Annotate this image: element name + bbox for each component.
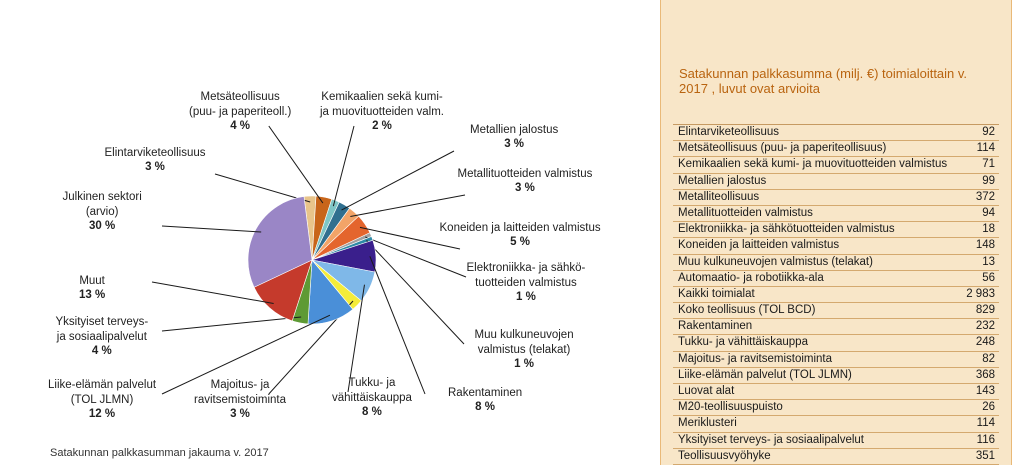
row-name: Elektroniikka- ja sähkötuotteiden valmistus — [678, 223, 895, 236]
table-row — [673, 352, 999, 368]
slice-percent: 2 % — [372, 120, 392, 132]
slice-label-text: (arvio) — [85, 205, 119, 218]
table-row — [673, 174, 999, 190]
table-row — [673, 222, 999, 238]
row-value: 116 — [976, 433, 995, 446]
leader-line — [333, 126, 354, 206]
table-row — [673, 416, 999, 432]
table-row — [673, 271, 999, 287]
slice-percent: 3 % — [515, 182, 535, 194]
row-value: 94 — [982, 206, 995, 219]
slice-label — [79, 274, 105, 303]
leader-line — [162, 226, 261, 232]
table-row — [673, 141, 999, 157]
slice-label-text: Tukku- ja — [348, 377, 396, 389]
row-name: Elintarviketeollisuus — [678, 126, 779, 138]
row-value: 372 — [975, 190, 995, 203]
slice-percent: 8 % — [362, 406, 382, 418]
table-row — [673, 319, 999, 335]
slice-label — [458, 167, 593, 196]
slice-label — [470, 123, 558, 152]
row-name: Meriklusteri — [678, 417, 737, 430]
slice-label-text: Rakentaminen — [448, 386, 523, 399]
slice-label-text: Metallituotteiden valmistus — [457, 167, 593, 180]
slice-label — [105, 146, 206, 175]
row-value: 114 — [976, 142, 995, 155]
slice-label-text: (puu- ja paperiteoll.) — [189, 105, 292, 118]
slice-label-text: Metsäteollisuus — [200, 91, 280, 103]
row-name: Metallituotteiden valmistus — [678, 206, 813, 219]
slice-label-text: Muut — [79, 274, 105, 287]
row-value: 92 — [982, 126, 995, 138]
row-name: Kaikki toimialat — [678, 287, 755, 300]
slice-label-text: Muu kulkuneuvojen — [474, 329, 574, 341]
row-value: 99 — [982, 174, 995, 187]
slice-label-text: ja muovituotteiden valm. — [320, 105, 445, 118]
table-row — [673, 433, 999, 449]
slice-label-text: ja sosiaalipalvelut — [56, 330, 147, 343]
table-row — [673, 335, 999, 351]
slice-label — [194, 378, 286, 422]
slice-label — [448, 386, 522, 415]
row-value: 71 — [982, 158, 995, 171]
salary-table — [673, 124, 999, 465]
slice-label-text: vähittäiskauppa — [332, 391, 412, 404]
slice-label — [63, 190, 142, 234]
row-name: Kemikaalien sekä kumi- ja muovituotteiden valmistus — [678, 158, 948, 171]
slice-percent: 3 % — [145, 161, 165, 173]
row-value: 232 — [975, 320, 995, 333]
slice-label-text: ravitsemistoiminta — [194, 393, 287, 406]
row-value: 13 — [982, 255, 995, 268]
slice-percent: 3 % — [504, 138, 525, 150]
slice-label-text: tuotteiden valmistus — [475, 276, 577, 289]
slice-percent: 3 % — [230, 408, 250, 420]
slice-label-text: Julkinen sektori — [62, 191, 142, 203]
slice-label-text: valmistus (telakat) — [477, 343, 571, 356]
row-name: Luovat alat — [678, 385, 735, 397]
slice-label — [440, 221, 601, 250]
row-name: M20-teollisuuspuisto — [678, 401, 783, 414]
table-row — [673, 287, 999, 303]
slice-label-text: Elintarviketeollisuus — [104, 146, 206, 159]
row-value: 143 — [975, 385, 995, 397]
table-row — [673, 206, 999, 222]
slice-percent: 5 % — [510, 236, 530, 248]
slice-percent: 1 % — [514, 358, 534, 370]
slice-percent: 4 % — [230, 120, 251, 132]
row-value: 56 — [982, 271, 995, 284]
slice-label-text: Majoitus- ja — [210, 379, 270, 391]
row-value: 148 — [975, 239, 995, 252]
row-name: Tukku- ja vähittäiskauppa — [678, 336, 808, 349]
slice-label-text: Koneiden ja laitteiden valmistus — [439, 221, 601, 234]
leader-line — [162, 317, 301, 331]
table-title: Satakunnan palkkasumma (milj. €) toimialoittain v. 2017 , luvut ovat arvioita — [679, 66, 968, 96]
row-name: Teollisuusvyöhyke — [678, 449, 771, 462]
table-row — [673, 449, 999, 465]
chart-caption: Satakunnan palkkasumman jakauma v. 2017 — [50, 447, 269, 459]
leader-line — [370, 256, 425, 394]
row-name: Muu kulkuneuvojen valmistus (telakat) — [678, 255, 873, 268]
row-value: 829 — [975, 304, 995, 317]
table-row — [673, 190, 999, 206]
row-name: Liike-elämän palvelut (TOL JLMN) — [678, 368, 852, 381]
slice-percent: 8 % — [475, 401, 495, 413]
row-value: 248 — [975, 336, 995, 349]
slice-label-text: Kemikaalien sekä kumi- — [321, 91, 443, 103]
slice-percent: 13 % — [79, 289, 106, 301]
row-name: Majoitus- ja ravitsemistoiminta — [678, 352, 833, 365]
table-row — [673, 303, 999, 319]
row-name: Yksityiset terveys- ja sosiaalipalvelut — [678, 433, 864, 446]
table-panel — [660, 0, 1012, 465]
table-row — [673, 400, 999, 416]
slice-label — [332, 376, 412, 420]
slice-label-text: Metallien jalostus — [470, 123, 559, 136]
row-name: Koneiden ja laitteiden valmistus — [678, 239, 840, 252]
row-value: 82 — [982, 352, 995, 365]
table-row — [673, 238, 999, 254]
row-value: 2 983 — [966, 287, 995, 300]
slice-percent: 1 % — [516, 291, 536, 303]
row-value: 114 — [976, 417, 995, 430]
slice-label-text: Liike-elämän palvelut — [48, 379, 157, 391]
slice-label-text: (TOL JLMN) — [70, 393, 134, 406]
row-value: 351 — [975, 449, 995, 462]
row-value: 368 — [975, 368, 995, 381]
slice-label — [48, 378, 156, 422]
row-name: Koko teollisuus (TOL BCD) — [678, 304, 816, 317]
slice-label — [320, 90, 444, 134]
row-value: 26 — [982, 401, 995, 414]
row-name: Metallien jalostus — [678, 174, 767, 187]
slice-label — [467, 261, 586, 305]
table-row — [673, 384, 999, 400]
leader-line — [269, 126, 323, 203]
leader-line — [350, 195, 465, 216]
row-name: Metalliteollisuus — [678, 190, 760, 203]
slice-percent: 12 % — [88, 408, 116, 420]
slice-percent: 30 % — [89, 220, 116, 232]
row-name: Metsäteollisuus (puu- ja paperiteollisuus) — [678, 142, 887, 155]
row-value: 18 — [982, 223, 995, 236]
slice-label — [56, 315, 149, 359]
table-row — [673, 255, 999, 271]
slice-label-text: Elektroniikka- ja sähkö- — [466, 262, 586, 274]
table-row — [673, 368, 999, 384]
row-name: Rakentaminen — [678, 320, 753, 333]
slice-label — [475, 328, 574, 372]
row-name: Automaatio- ja robotiikka-ala — [678, 271, 824, 284]
leader-line — [367, 240, 464, 344]
table-row — [673, 157, 999, 173]
slice-label-text: Yksityiset terveys- — [55, 316, 149, 328]
slice-percent: 4 % — [91, 345, 112, 357]
slice-label — [189, 90, 291, 134]
table-row — [673, 125, 999, 141]
leader-line — [342, 151, 454, 210]
